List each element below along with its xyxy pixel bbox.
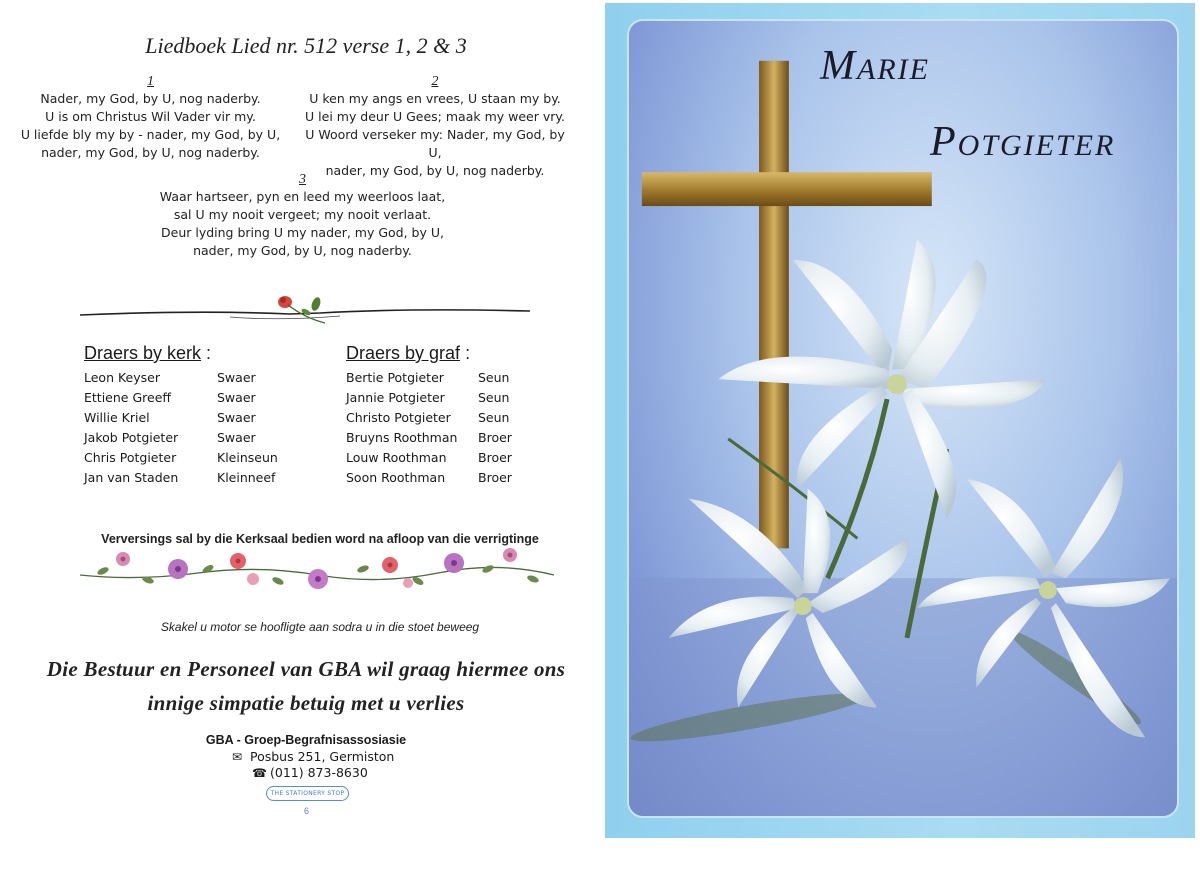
bearer-name: Ettiene Greeff: [84, 390, 171, 405]
bearers-grave-title: Draers by graf: [346, 343, 461, 363]
verse-line: nader, my God, by U, nog naderby.: [41, 145, 260, 160]
sympathy-line: Die Bestuur en Personeel van GBA wil graag hiermee ons: [46, 657, 566, 681]
verse-line: sal U my nooit vergeet; my nooit verlaat.: [173, 207, 432, 222]
verse-line: Nader, my God, by U, nog naderby.: [40, 91, 261, 106]
hymn-verse-2: [300, 74, 570, 180]
envelope-icon: ✉: [232, 750, 243, 764]
verse-line: U lei my deur U Gees; maak my weer vry.: [305, 109, 565, 124]
verse-line: nader, my God, by U, nog naderby.: [325, 163, 545, 178]
bearer-name: Willie Kriel: [84, 410, 150, 425]
verse-line: U Woord verseker my: Nader, my God, by U,: [305, 127, 565, 160]
sympathy-message: [0, 652, 612, 720]
bearers-church-heading: [84, 343, 314, 364]
bearer-name: Louw Roothman: [346, 450, 447, 465]
program-cover-page: [600, 0, 1200, 869]
heading-colon: :: [465, 343, 471, 363]
bearer-relation: Broer: [478, 450, 512, 465]
bearer-name: Bruyns Roothman: [346, 430, 458, 445]
company-name: GBA - Groep-Begrafnisassosiasie: [205, 733, 407, 747]
sympathy-line: innige simpatie betuig met u verlies: [147, 691, 465, 715]
verse-line: nader, my God, by U, nog naderby.: [193, 243, 412, 258]
list-item: [84, 408, 314, 428]
bearer-relation: Seun: [478, 410, 510, 425]
bearer-name: Jannie Potgieter: [346, 390, 445, 405]
verse-number: 3: [299, 172, 306, 187]
first-name-rest: ARIE: [857, 53, 930, 86]
bearer-relation: Swaer: [217, 390, 256, 405]
printer-stamp: THE STATIONERY STOP: [266, 786, 349, 801]
list-item: [346, 448, 576, 468]
rose-divider: [80, 290, 530, 330]
list-item: [346, 388, 576, 408]
hymn-verse-1: [18, 74, 283, 162]
verse-line: Deur lyding bring U my nader, my God, by U,: [161, 225, 444, 240]
list-item: [346, 428, 576, 448]
list-item: [346, 368, 576, 388]
hymn-verse-3: [150, 172, 455, 260]
cross-icon: [642, 61, 932, 549]
verse-line: U ken my angs en vrees, U staan my by.: [309, 91, 561, 106]
bearers-grave-heading: [346, 343, 576, 364]
list-item: [84, 468, 314, 488]
bearer-relation: Broer: [478, 470, 512, 485]
bearer-name: Christo Potgieter: [346, 410, 451, 425]
bearers-church-section: [84, 343, 314, 488]
bearers-grave-section: [346, 343, 576, 488]
list-item: [84, 428, 314, 448]
telephone-icon: ☎: [252, 766, 267, 780]
hymn-title: Liedboek Lied nr. 512 verse 1, 2 & 3: [145, 33, 467, 58]
verse-number: 2: [431, 74, 439, 89]
bearer-relation: Swaer: [217, 430, 256, 445]
phone-number: [252, 765, 368, 780]
bearer-name: Bertie Potgieter: [346, 370, 444, 385]
list-item: [84, 368, 314, 388]
deceased-first-name: [820, 42, 930, 90]
verse-line: Waar hartseer, pyn en leed my weerloos laat,: [159, 189, 446, 204]
first-name-initial: M: [820, 43, 857, 89]
bearer-relation: Seun: [478, 390, 510, 405]
postal-address: [232, 749, 394, 764]
bearer-relation: Broer: [478, 430, 512, 445]
verse-number: 1: [147, 74, 154, 89]
verse-line: U is om Christus Wil Vader vir my.: [45, 109, 256, 124]
bearers-church-title: Draers by kerk: [84, 343, 202, 363]
bearer-name: Leon Keyser: [84, 370, 160, 385]
bearer-name: Jakob Potgieter: [84, 430, 179, 445]
headlights-notice: Skakel u motor se hoofligte aan sodra u in die stoet beweeg: [160, 620, 480, 634]
bearer-name: Chris Potgieter: [84, 450, 177, 465]
deceased-last-name: [930, 118, 1115, 166]
heading-colon: :: [206, 343, 212, 363]
bearer-name: Jan van Staden: [84, 470, 179, 485]
bearer-relation: Swaer: [217, 370, 256, 385]
flower-garland: [78, 545, 556, 599]
list-item: [346, 408, 576, 428]
bearer-relation: Seun: [478, 370, 510, 385]
last-name-rest: OTGIETER: [957, 129, 1116, 162]
list-item: [84, 448, 314, 468]
last-name-initial: P: [930, 119, 958, 165]
list-item: [346, 468, 576, 488]
bearer-name: Soon Roothman: [346, 470, 446, 485]
phone-text: (011) 873-8630: [270, 765, 368, 780]
bearer-relation: Kleinneef: [217, 470, 276, 485]
page-number: 6: [304, 806, 310, 816]
bearer-relation: Kleinseun: [217, 450, 278, 465]
postal-text: Posbus 251, Germiston: [250, 749, 395, 764]
verse-line: U liefde bly my by - nader, my God, by U,: [20, 127, 281, 142]
list-item: [84, 388, 314, 408]
bearer-relation: Swaer: [217, 410, 256, 425]
refreshments-notice: Verversings sal by die Kerksaal bedien word na afloop van die verrigtinge: [101, 532, 539, 546]
